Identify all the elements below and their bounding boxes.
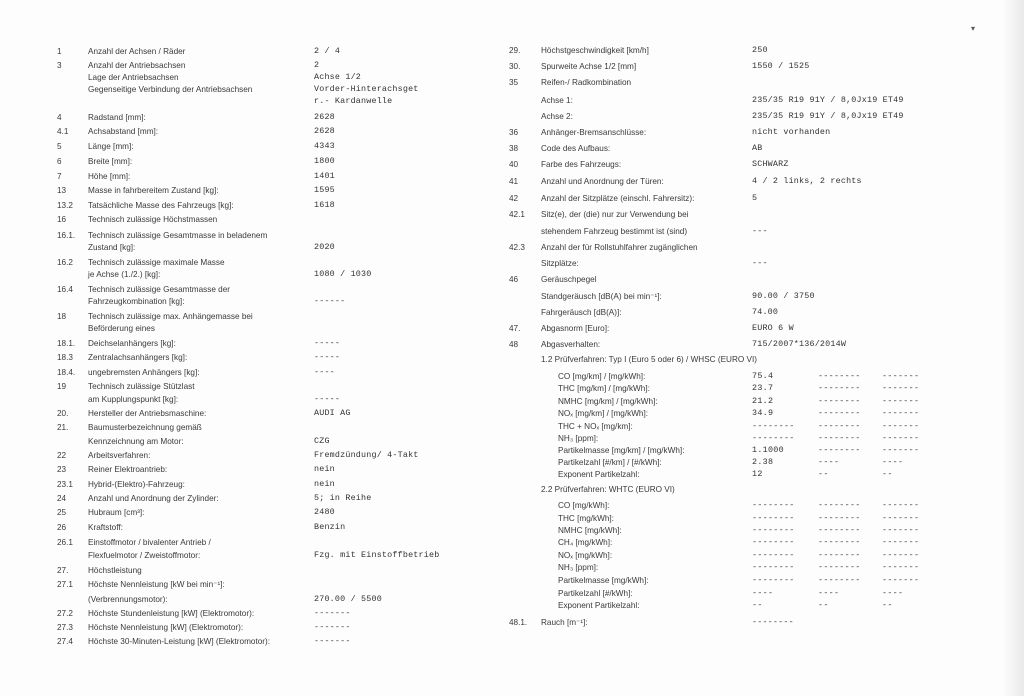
left-number: 27.3	[57, 623, 73, 632]
emission-v3: -------	[882, 433, 920, 443]
left-label: Deichselanhängers [kg]:	[88, 339, 176, 348]
right-label: Farbe des Fahrzeugs:	[541, 160, 622, 169]
emission-label: Partikelmasse [mg/km] / [mg/kWh]:	[558, 446, 685, 455]
emission-v3: -------	[882, 445, 920, 455]
left-number: 7	[57, 172, 62, 181]
left-label: Achsabstand [mm]:	[88, 127, 159, 136]
emission-v1: --------	[752, 550, 795, 560]
left-label: am Kupplungspunkt [kg]:	[88, 395, 179, 404]
emission-v1: ----	[752, 588, 774, 598]
section-whtc-title: 2.2 Prüfverfahren: WHTC (EURO VI)	[541, 485, 675, 494]
left-label: Technisch zulässige max. Anhängemasse bei	[88, 312, 253, 321]
rauch-value: --------	[752, 617, 794, 627]
left-value: Fzg. mit Einstoffbetrieb	[314, 550, 440, 560]
emission-v3: -------	[882, 550, 920, 560]
right-label: Anzahl der Sitzplätze (einschl. Fahrersitz):	[541, 194, 695, 203]
emission-v1: --------	[752, 500, 795, 510]
emission-label: NOₓ [mg/km] / [mg/kWh]:	[558, 409, 649, 418]
left-label: Länge [mm]:	[88, 142, 134, 151]
left-value: -------	[314, 608, 351, 618]
left-label: Gegenseitige Verbindung der Antriebsachsen	[88, 85, 253, 94]
right-value: 74.00	[752, 307, 779, 317]
left-value: Fremdzündung/ 4-Takt	[314, 450, 419, 460]
right-label: Spurweite Achse 1/2 [mm]	[541, 62, 637, 71]
left-number: 20.	[57, 409, 69, 418]
left-value: CZG	[314, 436, 330, 446]
emission-label: CH₄ [mg/kWh]:	[558, 538, 613, 547]
left-value: 2628	[314, 126, 335, 136]
left-label: Technisch zulässige Gesamtmasse der	[88, 285, 230, 294]
left-label: je Achse (1./2.) [kg]:	[88, 270, 161, 279]
left-label: Zustand [kg]:	[88, 243, 136, 252]
emission-v2: --------	[818, 433, 861, 443]
left-value: Achse 1/2	[314, 72, 362, 82]
left-label: Hubraum [cm³]:	[88, 508, 145, 517]
left-number: 19	[57, 382, 67, 391]
emission-label: Partikelzahl [#/km] / [#/kWh]:	[558, 458, 662, 467]
emission-label: NH₃ [ppm]:	[558, 434, 599, 443]
rauch-label: Rauch [m⁻¹]:	[541, 618, 588, 627]
left-number: 26.1	[57, 538, 73, 547]
right-value: 250	[752, 45, 768, 55]
emission-v2: ----	[818, 588, 840, 598]
right-number: 41	[509, 177, 519, 186]
emission-v2: --------	[818, 371, 861, 381]
right-label: stehendem Fahrzeug bestimmt ist (sind)	[541, 227, 688, 236]
right-label: Achse 2:	[541, 112, 573, 121]
left-number: 18.4.	[57, 368, 76, 377]
emission-label: CO [mg/km] / [mg/kWh]:	[558, 372, 646, 381]
left-label: (Verbrennungsmotor):	[88, 595, 168, 604]
emission-v3: -------	[882, 525, 920, 535]
left-label: Technisch zulässige Höchstmassen	[88, 215, 218, 224]
right-number: 48	[509, 340, 519, 349]
left-number: 23	[57, 465, 67, 474]
left-label: Technisch zulässige Stützlast	[88, 382, 195, 391]
emission-v2: --------	[818, 500, 861, 510]
right-number: 46	[509, 275, 519, 284]
left-value: 5; in Reihe	[314, 493, 372, 503]
left-value: 2480	[314, 507, 335, 517]
emission-v2: --------	[818, 575, 861, 585]
right-value: ---	[752, 226, 768, 236]
left-value: 270.00 / 5500	[314, 594, 382, 604]
right-number: 29.	[509, 46, 521, 55]
right-value: AB	[752, 143, 763, 153]
left-number: 5	[57, 142, 62, 151]
left-value: -----	[314, 352, 341, 362]
right-label: Abgasnorm [Euro]:	[541, 324, 610, 333]
emission-v1: --------	[752, 562, 795, 572]
emission-v1: 2.38	[752, 457, 774, 467]
emission-v3: -------	[882, 383, 920, 393]
left-number: 25	[57, 508, 67, 517]
left-value: 1080 / 1030	[314, 269, 372, 279]
left-number: 16.1.	[57, 231, 76, 240]
emission-v1: 23.7	[752, 383, 774, 393]
right-label: Anhänger-Bremsanschlüsse:	[541, 128, 647, 137]
left-number: 3	[57, 61, 62, 70]
left-label: Anzahl und Anordnung der Zylinder:	[88, 494, 219, 503]
right-value: EURO 6 W	[752, 323, 794, 333]
left-label: Höchste Nennleistung [kW bei min⁻¹]:	[88, 580, 225, 589]
corner-mark: ▾	[971, 24, 976, 33]
right-label: Anzahl der für Rollstuhlfahrer zugänglichen	[541, 243, 698, 252]
right-number: 36	[509, 128, 519, 137]
left-value: ----	[314, 367, 335, 377]
right-label: Standgeräusch [dB(A) bei min⁻¹]:	[541, 292, 662, 301]
page-edge-shadow	[1002, 0, 1024, 696]
emission-label: Exponent Partikelzahl:	[558, 601, 640, 610]
right-value: 1550 / 1525	[752, 61, 810, 71]
left-value: ------	[314, 296, 346, 306]
left-label: Arbeitsverfahren:	[88, 451, 151, 460]
left-label: Kraftstoff:	[88, 523, 123, 532]
left-number: 16	[57, 215, 67, 224]
left-label: Technisch zulässige Gesamtmasse in beladenem	[88, 231, 268, 240]
right-number: 47.	[509, 324, 521, 333]
left-value: 4343	[314, 141, 335, 151]
left-number: 18.3	[57, 353, 73, 362]
left-value: Benzin	[314, 522, 346, 532]
emission-v1: 75.4	[752, 371, 774, 381]
emission-v1: --------	[752, 575, 795, 585]
left-label: Kennzeichnung am Motor:	[88, 437, 184, 446]
left-label: Höhe [mm]:	[88, 172, 131, 181]
right-value: 90.00 / 3750	[752, 291, 815, 301]
emission-v2: --	[818, 600, 829, 610]
left-label: Radstand [mm]:	[88, 113, 146, 122]
emission-label: THC [mg/km] / [mg/kWh]:	[558, 384, 650, 393]
left-number: 27.4	[57, 637, 73, 646]
left-label: Lage der Antriebsachsen	[88, 73, 179, 82]
emission-v3: -------	[882, 371, 920, 381]
emission-label: THC [mg/kWh]:	[558, 514, 614, 523]
left-label: Höchste Stundenleistung [kW] (Elektromotor):	[88, 609, 255, 618]
left-number: 27.	[57, 566, 69, 575]
right-number: 40	[509, 160, 519, 169]
emission-v2: --	[818, 469, 829, 479]
right-label: Anzahl und Anordnung der Türen:	[541, 177, 664, 186]
right-label: Höchstgeschwindigkeit [km/h]	[541, 46, 649, 55]
right-number: 38	[509, 144, 519, 153]
right-number: 42.1	[509, 210, 525, 219]
emission-v2: --------	[818, 396, 861, 406]
emission-label: THC + NOₓ [mg/km]:	[558, 422, 633, 431]
right-value: 5	[752, 193, 758, 203]
left-label: Anzahl der Antriebsachsen	[88, 61, 186, 70]
left-label: Höchste 30-Minuten-Leistung [kW] (Elektromotor):	[88, 637, 271, 646]
left-label: Hybrid-(Elektro)-Fahrzeug:	[88, 480, 185, 489]
left-value: Vorder-Hinterachsget	[314, 84, 419, 94]
left-number: 22	[57, 451, 67, 460]
emission-v2: --------	[818, 537, 861, 547]
emission-v3: -------	[882, 408, 920, 418]
section-typ1-title: 1.2 Prüfverfahren: Typ I (Euro 5 oder 6) / WHSC (EURO VI)	[541, 355, 757, 364]
emission-v3: -------	[882, 575, 920, 585]
emission-v1: 21.2	[752, 396, 774, 406]
right-number: 42	[509, 194, 519, 203]
left-label: Baumusterbezeichnung gemäß	[88, 423, 202, 432]
emission-v2: --------	[818, 408, 861, 418]
right-number: 42.3	[509, 243, 525, 252]
left-number: 27.2	[57, 609, 73, 618]
emission-v2: --------	[818, 562, 861, 572]
emission-label: Partikelzahl [#/kWh]:	[558, 589, 633, 598]
emission-v3: --	[882, 469, 893, 479]
left-value: 2	[314, 60, 320, 70]
left-label: Hersteller der Antriebsmaschine:	[88, 409, 207, 418]
right-value: nicht vorhanden	[752, 127, 831, 137]
emission-v1: 1.1000	[752, 445, 784, 455]
left-number: 23.1	[57, 480, 73, 489]
left-number: 6	[57, 157, 62, 166]
left-value: 2628	[314, 112, 335, 122]
left-value: -------	[314, 622, 351, 632]
left-label: Fahrzeugkombination [kg]:	[88, 297, 185, 306]
right-label: Sitz(e), der (die) nur zur Verwendung bei	[541, 210, 689, 219]
emission-v3: -------	[882, 513, 920, 523]
right-label: Geräuschpegel	[541, 275, 597, 284]
left-label: Anzahl der Achsen / Räder	[88, 47, 186, 56]
emission-v2: --------	[818, 445, 861, 455]
left-value: AUDI AG	[314, 408, 351, 418]
emission-v3: -------	[882, 396, 920, 406]
emission-label: NH₃ [ppm]:	[558, 563, 599, 572]
left-label: Einstoffmotor / bivalenter Antrieb /	[88, 538, 211, 547]
emission-v1: --------	[752, 513, 795, 523]
left-value: -----	[314, 338, 341, 348]
right-label: Fahrgeräusch [dB(A)]:	[541, 308, 622, 317]
left-value: -------	[314, 636, 351, 646]
left-label: Höchstleistung	[88, 566, 142, 575]
left-number: 18	[57, 312, 67, 321]
left-number: 21.	[57, 423, 69, 432]
left-label: Zentralachsanhängers [kg]:	[88, 353, 188, 362]
emission-v2: --------	[818, 383, 861, 393]
left-label: Masse in fahrbereitem Zustand [kg]:	[88, 186, 219, 195]
emission-v1: --------	[752, 421, 795, 431]
left-number: 27.1	[57, 580, 73, 589]
left-value: nein	[314, 479, 335, 489]
right-label: Sitzplätze:	[541, 259, 579, 268]
left-label: Reiner Elektroantrieb:	[88, 465, 168, 474]
emission-label: NMHC [mg/kWh]:	[558, 526, 622, 535]
right-label: Abgasverhalten:	[541, 340, 601, 349]
emission-v3: -------	[882, 537, 920, 547]
left-number: 24	[57, 494, 67, 503]
right-label: Achse 1:	[541, 96, 573, 105]
emission-v1: 12	[752, 469, 763, 479]
emission-v2: ----	[818, 457, 840, 467]
left-label: Breite [mm]:	[88, 157, 133, 166]
emission-v2: --------	[818, 421, 861, 431]
right-label: Code des Aufbaus:	[541, 144, 611, 153]
emission-v1: 34.9	[752, 408, 774, 418]
left-label: Flexfuelmotor / Zweistoffmotor:	[88, 551, 201, 560]
emission-v3: -------	[882, 421, 920, 431]
emission-v3: -------	[882, 562, 920, 572]
right-value: 235/35 R19 91Y / 8,0Jx19 ET49	[752, 111, 904, 121]
right-number: 30.	[509, 62, 521, 71]
left-number: 16.4	[57, 285, 73, 294]
left-value: 1800	[314, 156, 335, 166]
emission-v3: -------	[882, 500, 920, 510]
emission-v1: --------	[752, 537, 795, 547]
emission-label: Exponent Partikelzahl:	[558, 470, 640, 479]
right-value: ---	[752, 258, 768, 268]
emission-v3: --	[882, 600, 893, 610]
left-value: 1595	[314, 185, 335, 195]
left-number: 18.1.	[57, 339, 76, 348]
left-number: 1	[57, 47, 62, 56]
left-value: r.- Kardanwelle	[314, 96, 393, 106]
left-value: 2020	[314, 242, 335, 252]
left-label: ungebremsten Anhängers [kg]:	[88, 368, 200, 377]
emission-v2: --------	[818, 525, 861, 535]
emission-v1: --	[752, 600, 763, 610]
left-label: Tatsächliche Masse des Fahrzeugs [kg]:	[88, 201, 234, 210]
emission-label: Partikelmasse [mg/kWh]:	[558, 576, 649, 585]
left-number: 4	[57, 113, 62, 122]
right-value: 235/35 R19 91Y / 8,0Jx19 ET49	[752, 95, 904, 105]
emission-v1: --------	[752, 433, 795, 443]
emission-v3: ----	[882, 457, 904, 467]
left-number: 26	[57, 523, 67, 532]
emission-v2: --------	[818, 513, 861, 523]
left-value: nein	[314, 464, 335, 474]
rauch-number: 48.1.	[509, 618, 528, 627]
left-value: 2 / 4	[314, 46, 341, 56]
right-number: 35	[509, 78, 519, 87]
right-value: 715/2007*136/2014W	[752, 339, 847, 349]
emission-label: NMHC [mg/km] / [mg/kWh]:	[558, 397, 658, 406]
right-value: SCHWARZ	[752, 159, 789, 169]
left-value: 1401	[314, 171, 335, 181]
left-number: 4.1	[57, 127, 69, 136]
emission-label: CO [mg/kWh]:	[558, 501, 610, 510]
left-label: Beförderung eines	[88, 324, 155, 333]
emission-v3: ----	[882, 588, 904, 598]
right-value: 4 / 2 links, 2 rechts	[752, 176, 862, 186]
left-number: 16.2	[57, 258, 73, 267]
left-value: 1618	[314, 200, 335, 210]
emission-v2: --------	[818, 550, 861, 560]
left-label: Höchste Nennleistung [kW] (Elektromotor):	[88, 623, 244, 632]
left-number: 13.2	[57, 201, 73, 210]
left-value: -----	[314, 394, 341, 404]
emission-v1: --------	[752, 525, 795, 535]
left-label: Technisch zulässige maximale Masse	[88, 258, 225, 267]
left-number: 13	[57, 186, 67, 195]
emission-label: NOₓ [mg/kWh]:	[558, 551, 613, 560]
right-label: Reifen-/ Radkombination	[541, 78, 632, 87]
